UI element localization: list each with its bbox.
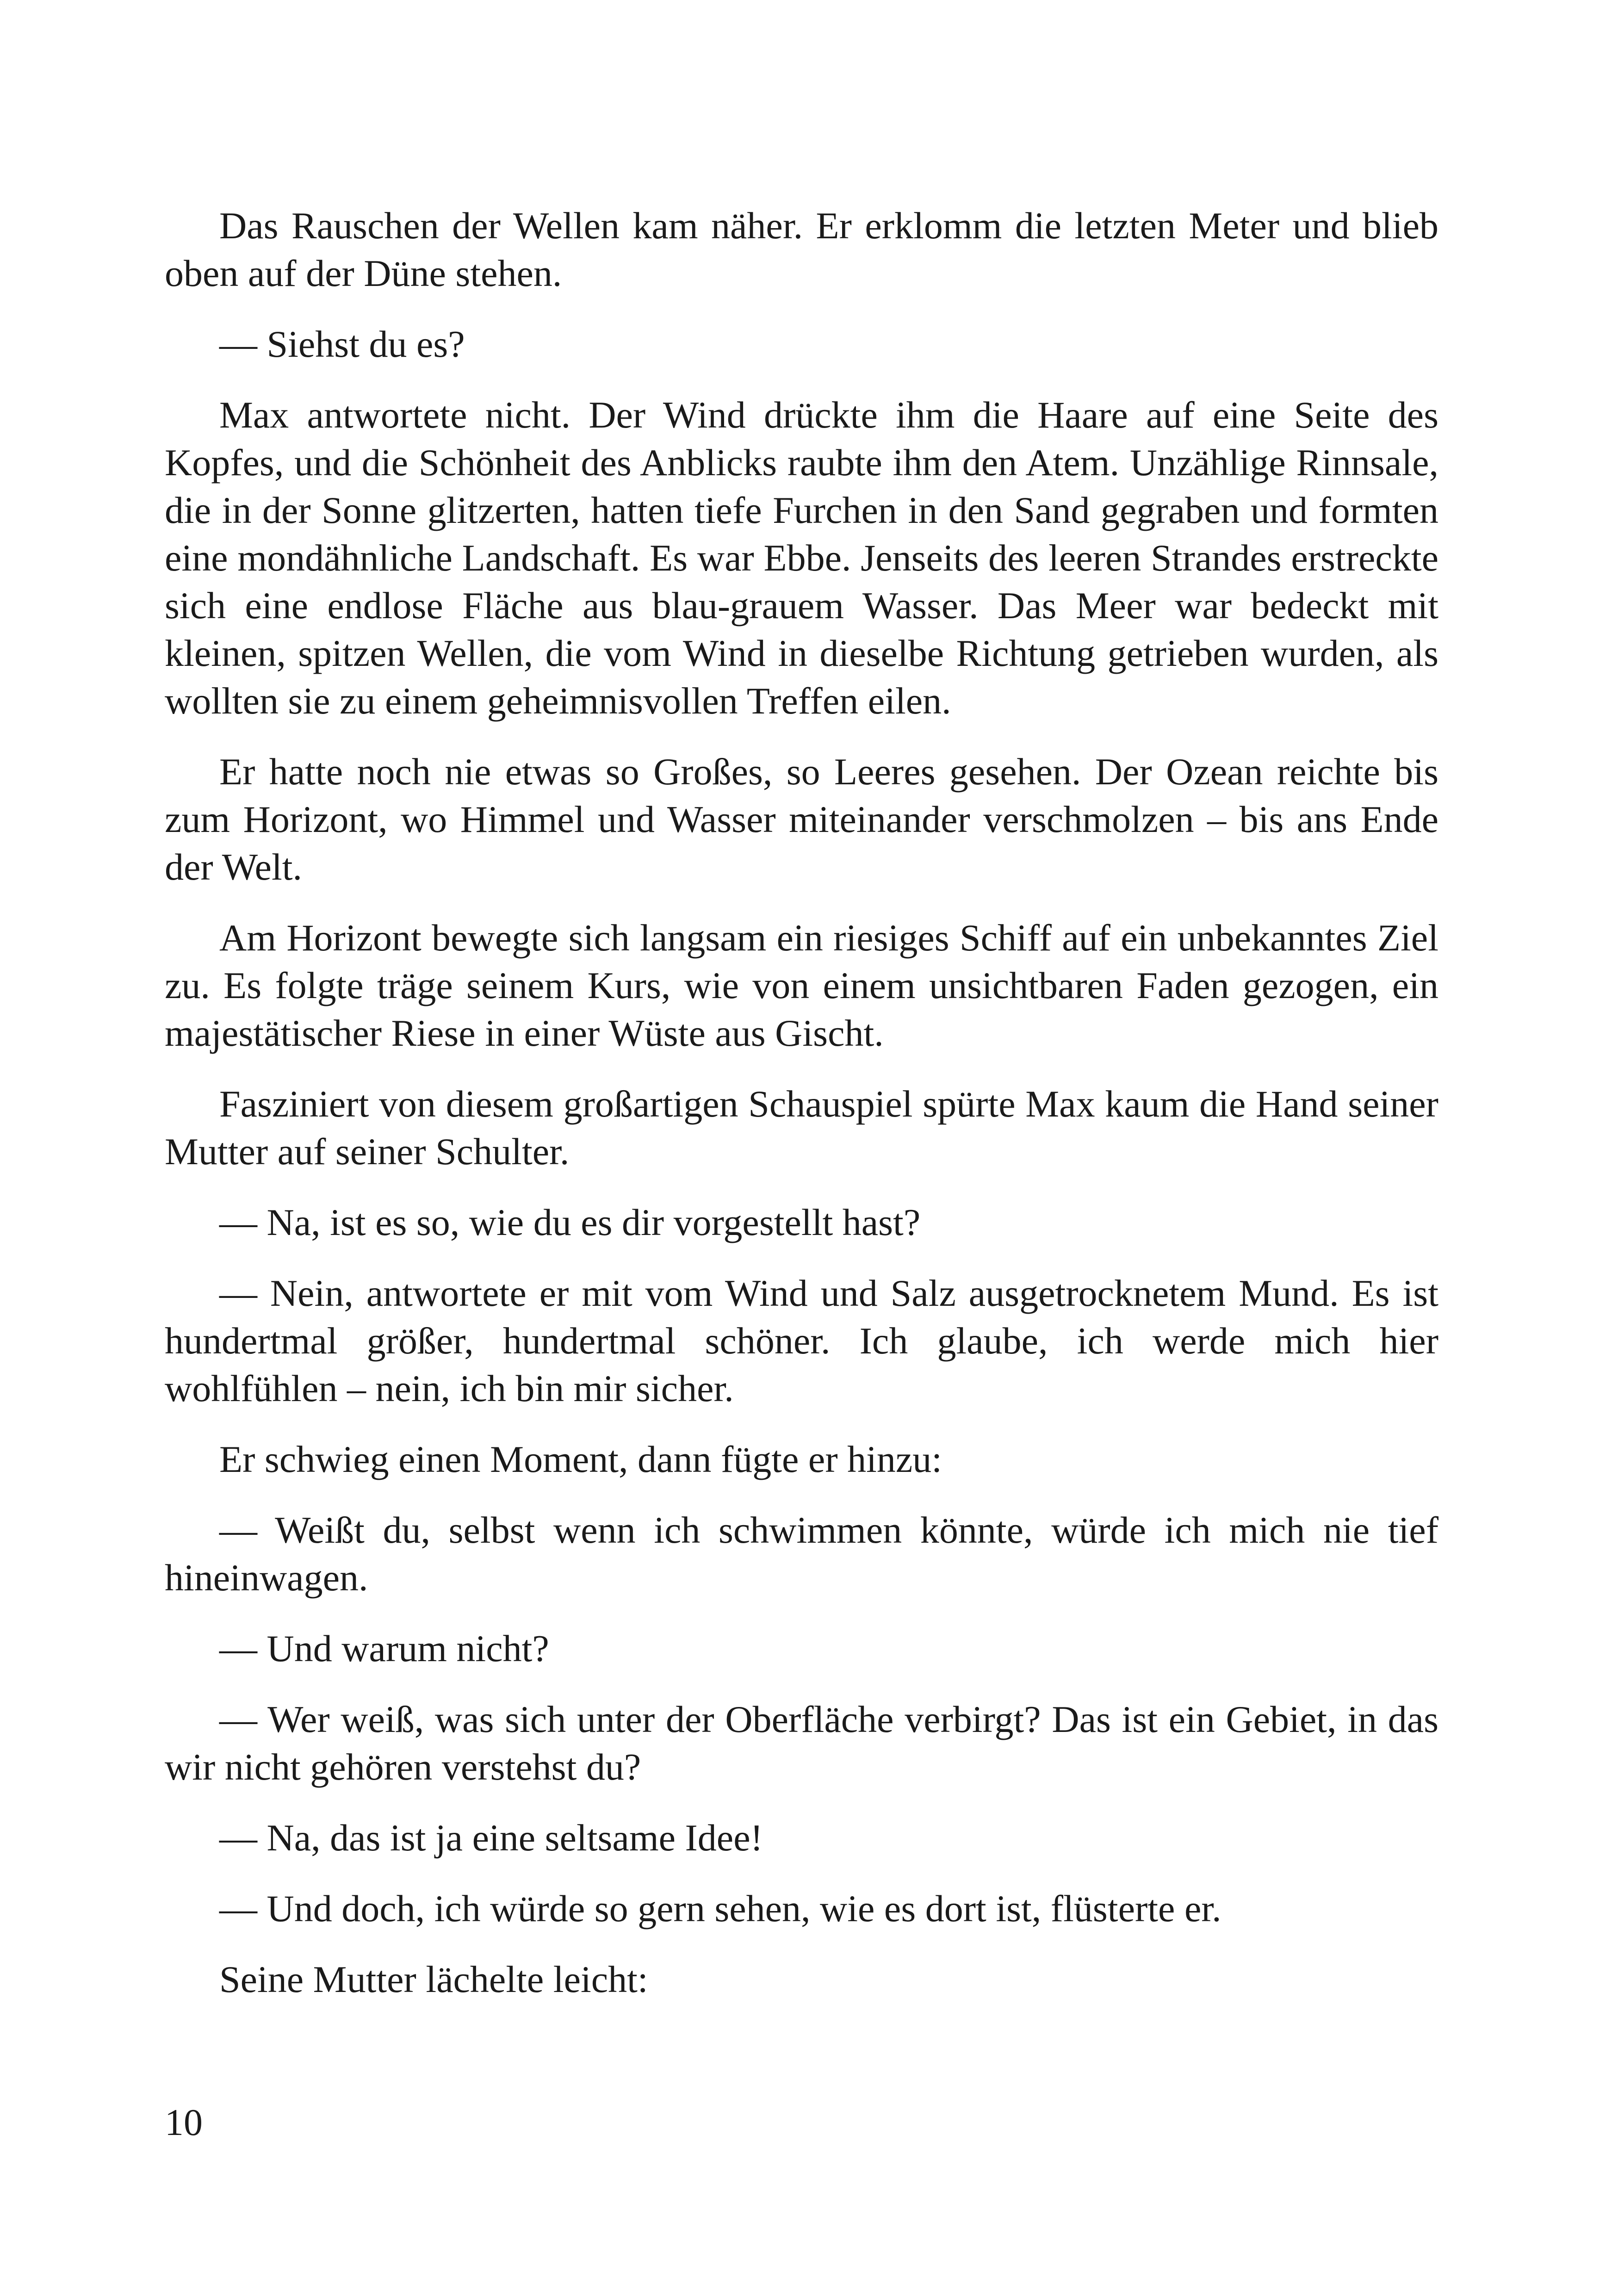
paragraph-dialogue-strange-idea: — Na, das ist ja eine seltsame Idee! <box>219 1817 763 1859</box>
paragraph-pause: Er schwieg einen Moment, dann fügte er hinzu: <box>219 1438 942 1480</box>
paragraph-mother-hand: Fasziniert von diesem großartigen Schauspiel spürte Max kaum die Hand seiner Mutter auf seiner Schulter. <box>165 1083 1438 1173</box>
paragraph-dialogue-swimming: — Weißt du, selbst wenn ich schwimmen könnte, würde ich mich nie tief hineinwagen. <box>165 1509 1438 1599</box>
paragraph-ship: Am Horizont bewegte sich langsam ein riesiges Schiff auf ein unbekanntes Ziel zu. Es folgte träge seinem Kurs, wie von einem unsichtbaren Faden gezogen, ein majestätischer Riese in einer Wüste aus Gischt. <box>165 917 1438 1054</box>
paragraph-sea-description: Max antwortete nicht. Der Wind drückte ihm die Haare auf eine Seite des Kopfes, und die Schönheit des Anblicks raubte ihm den Atem. Unzählige Rinnsale, die in der Sonne glitzerten, hatten tiefe Furchen in den Sand gegraben und formten eine mondähnliche Landschaft. Es war Ebbe. Jenseits des leeren Strandes erstreckte sich eine endlose Fläche aus blau-grauem Wasser. Das Meer war bedeckt mit kleinen, spitzen Wellen, die vom Wind in dieselbe Richtung getrieben wurden, als wollten sie zu einem geheimnisvollen Treffen eilen. <box>165 394 1438 722</box>
paragraph-dialogue-why: — Und warum nicht? <box>219 1627 549 1669</box>
paragraph-dialogue-question: — Siehst du es? <box>219 323 465 365</box>
paragraph-mother-smile: Seine Mutter lächelte leicht: <box>219 1958 648 2000</box>
paragraph-dialogue-surface: — Wer weiß, was sich unter der Oberfläche verbirgt? Das ist ein Gebiet, in das wir nicht gehören verstehst du? <box>165 1698 1438 1788</box>
paragraph-ocean-horizon: Er hatte noch nie etwas so Großes, so Leeres gesehen. Der Ozean reichte bis zum Horizont, wo Himmel und Wasser miteinander verschmolzen – bis ans Ende der Welt. <box>165 751 1438 888</box>
body-text <box>165 202 1438 2026</box>
paragraph-arrival: Das Rauschen der Wellen kam näher. Er erklomm die letzten Meter und blieb oben auf der Düne stehen. <box>165 205 1438 294</box>
page-number: 10 <box>165 2101 203 2143</box>
paragraph-dialogue-whisper: — Und doch, ich würde so gern sehen, wie es dort ist, flüsterte er. <box>219 1887 1221 1930</box>
paragraph-dialogue-imagined: — Na, ist es so, wie du es dir vorgestellt hast? <box>219 1201 921 1243</box>
paragraph-dialogue-answer: — Nein, antwortete er mit vom Wind und Salz ausgetrocknetem Mund. Es ist hundertmal größer, hundertmal schöner. Ich glaube, ich werde mich hier wohlfühlen – nein, ich bin mir sicher. <box>165 1272 1438 1409</box>
